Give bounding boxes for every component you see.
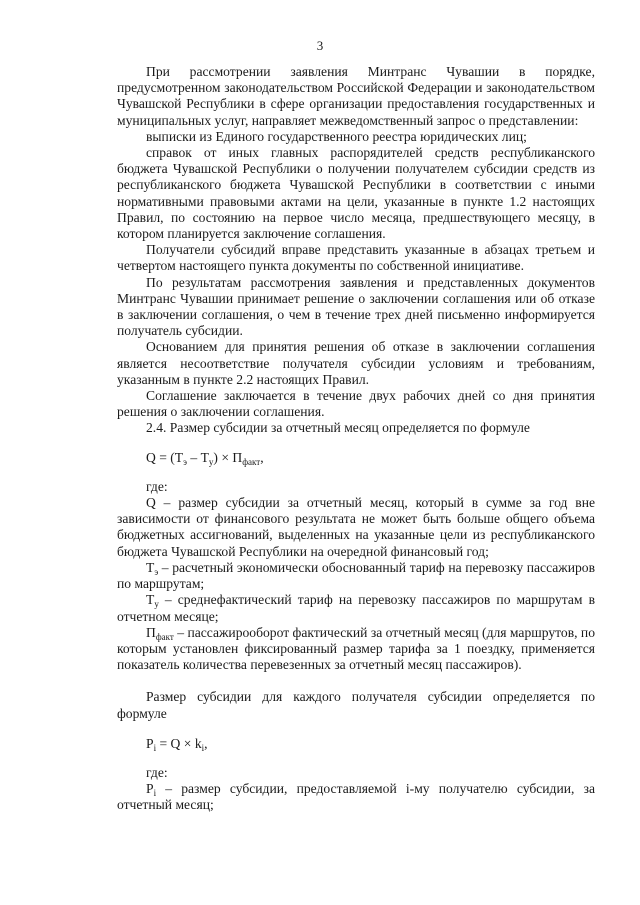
symbol-subscript: i <box>153 788 157 799</box>
formula-text: , <box>260 449 264 465</box>
recipient-subsidy-formula <box>117 736 595 752</box>
definition-q: Q – размер субсидии за отчетный месяц, который в сумме за год вне зависимости от финансового результата не может быть больше общего объема бюджетных ассигнований, выделенных на указанные цели из республиканского бюджета Чувашской Республики на очередной финансовый год; <box>117 495 595 559</box>
paragraph: выписки из Единого государственного реестра юридических лиц; <box>146 128 527 144</box>
page-number: 3 <box>316 38 324 53</box>
subsidy-formula <box>117 450 595 466</box>
definition-pfakt <box>117 625 595 674</box>
definition-text: – среднефактический тариф на перевозку пассажиров по маршрутам в отчетном месяце; <box>117 592 595 624</box>
where-label: где: <box>146 764 168 780</box>
paragraph: При рассмотрении заявления Минтранс Чувашии в порядке, предусмотренном законодательством Российской Федерации и законодательством Чувашской Республики в сфере организации предоставления государственных и муниципальных услуг, направляет межведомственный запрос о представлении: <box>117 64 595 128</box>
definition-te <box>117 560 595 592</box>
definition-text: – пассажирооборот фактический за отчетный месяц (для маршрутов, по которым установлен фиксированный размер тарифа за 1 поездку, применяется показатель количества перевезенных за отчетный месяц пассажиров). <box>117 624 595 673</box>
formula-subscript: у <box>208 456 214 467</box>
symbol-subscript: факт <box>155 631 174 642</box>
formula-text: ) × П <box>213 449 243 465</box>
formula-text: – Т <box>187 449 209 465</box>
formula-text: , <box>204 735 208 751</box>
formula-text: P <box>146 735 154 751</box>
formula-text: Q = (Т <box>146 449 184 465</box>
definition-text: – размер субсидии, предоставляемой i-му получателю субсидии, за отчетный месяц; <box>117 781 595 813</box>
symbol: P <box>146 781 154 797</box>
symbol-subscript: у <box>154 599 159 610</box>
where-label: где: <box>146 478 168 494</box>
paragraph: Основанием для принятия решения об отказе в заключении соглашения является несоответствие получателя субсидии условиям и требованиям, указанным в пункте 2.2 настоящих Правил. <box>117 339 595 387</box>
formula-subscript: факт <box>242 456 261 467</box>
definition-pi <box>117 781 595 813</box>
formula-subscript: i <box>201 742 205 753</box>
paragraph: Соглашение заключается в течение двух рабочих дней со дня принятия решения о заключении соглашения. <box>117 388 595 420</box>
definition-tu <box>117 592 595 624</box>
paragraph: Размер субсидии для каждого получателя субсидии определяется по формуле <box>117 689 595 721</box>
paragraph: 2.4. Размер субсидии за отчетный месяц определяется по формуле <box>146 420 530 436</box>
formula-subscript: э <box>183 456 187 467</box>
formula-subscript: i <box>153 742 157 753</box>
symbol: П <box>146 624 156 640</box>
symbol-subscript: э <box>154 566 159 577</box>
symbol: Т <box>146 592 155 608</box>
paragraph: справок от иных главных распорядителей средств республиканского бюджета Чувашской Республики о получении получателем субсидии средств из республиканского бюджета Чувашской Республики в соответствии с иными нормативными правовыми актами на цели, указанные в пункте 1.2 настоящих Правил, по состоянию на первое число месяца, предшествующего месяцу, в котором планируется заключение соглашения. <box>117 145 595 242</box>
symbol: Т <box>146 559 155 575</box>
spacer <box>117 673 595 689</box>
paragraph: Получатели субсидий вправе представить указанные в абзацах третьем и четвертом настоящего пункта документы по собственной инициативе. <box>117 242 595 274</box>
paragraph: По результатам рассмотрения заявления и представленных документов Минтранс Чувашии принимает решение о заключении соглашения или об отказе в заключении соглашения, о чем в течение трех дней письменно информируется получатель субсидии. <box>117 274 595 339</box>
formula-text: = Q × k <box>156 735 202 751</box>
definition-text: – расчетный экономически обоснованный тариф на перевозку пассажиров по маршрутам; <box>117 559 595 592</box>
document-body <box>117 64 595 814</box>
